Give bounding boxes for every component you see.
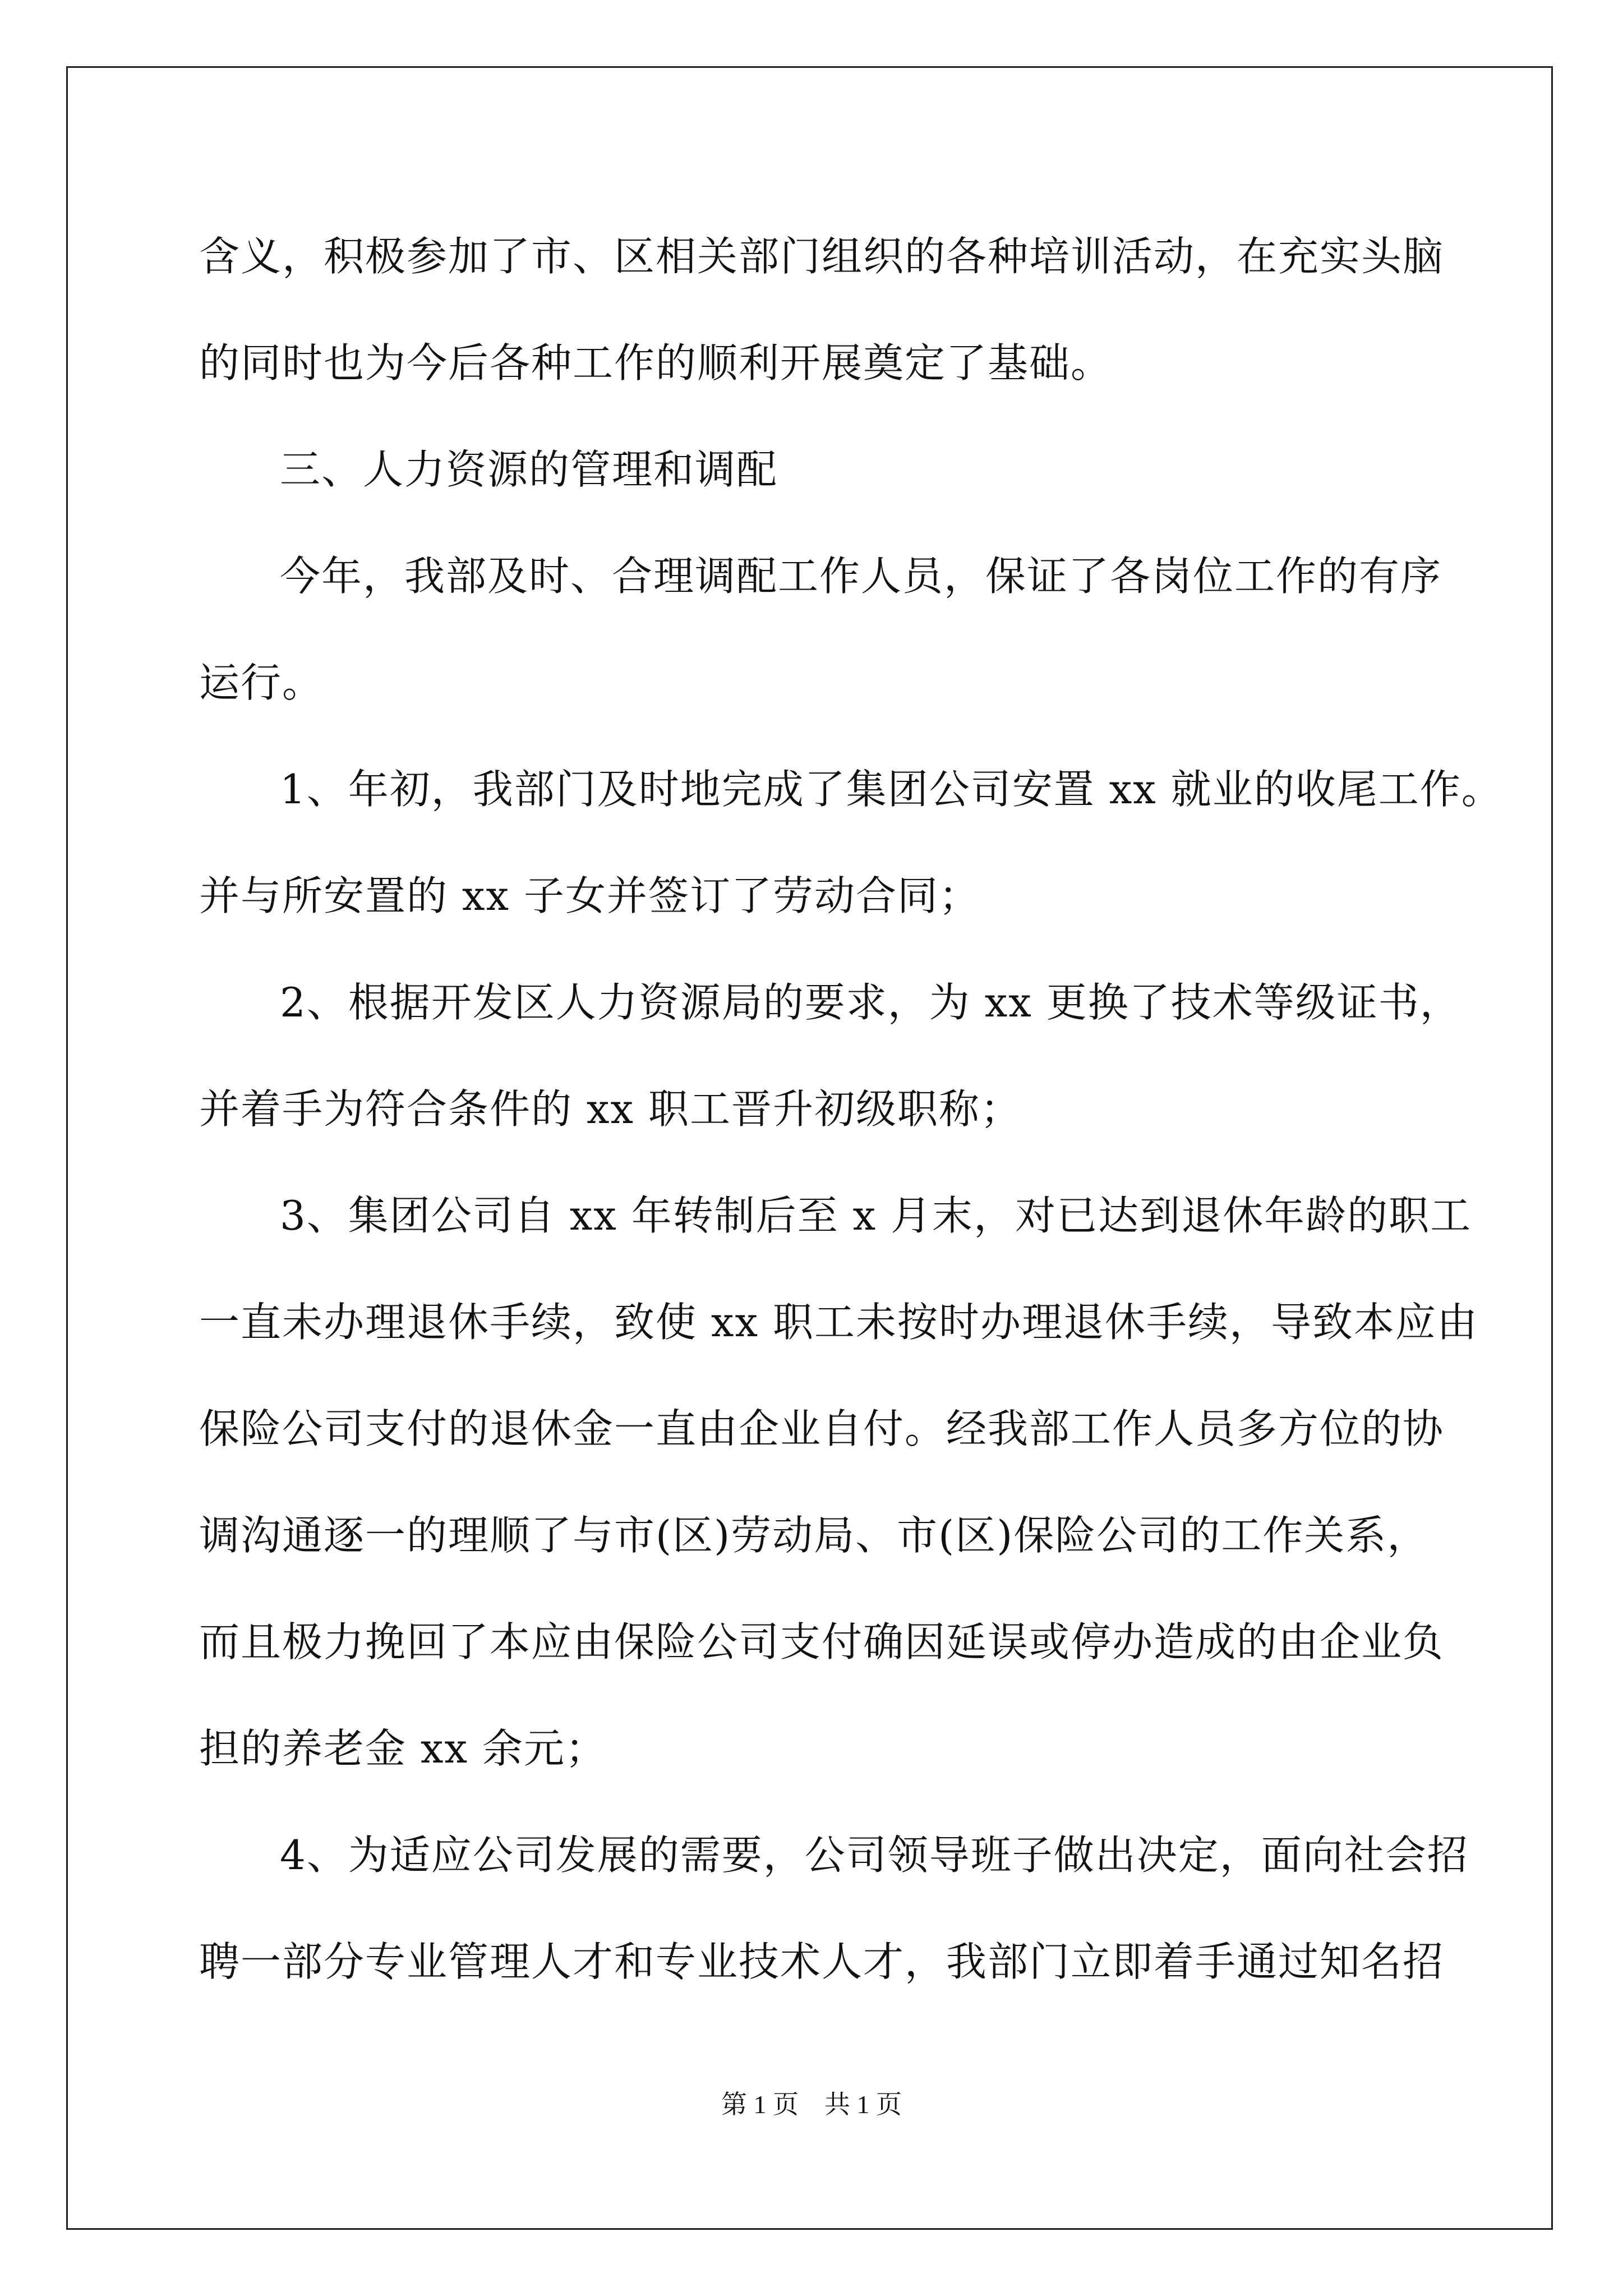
list-item-3-line-1: 3、集团公司自 xx 年转制后至 x 月末，对已达到退休年龄的职工 xyxy=(280,1192,1472,1239)
list-item-2-line-1: 2、根据开发区人力资源局的要求，为 xx 更换了技术等级证书， xyxy=(280,979,1461,1026)
body-line-5: 运行。 xyxy=(199,659,324,706)
list-item-1-line-2: 并与所安置的 xx 子女并签订了劳动合同； xyxy=(199,872,980,919)
document-body xyxy=(199,203,1503,2015)
body-line-2: 的同时也为今后各种工作的顺利开展奠定了基础。 xyxy=(199,339,1113,386)
list-item-2-line-2: 并着手为符合条件的 xx 职工晋升初级职称； xyxy=(199,1085,1022,1133)
page-number-footer: 第 1 页 共 1 页 xyxy=(721,2090,902,2119)
list-item-4-line-2: 聘一部分专业管理人才和专业技术人才，我部门立即着手通过知名招 xyxy=(199,1938,1445,1985)
list-item-3-line-5: 而且极力挽回了本应由保险公司支付确因延误或停办造成的由企业负 xyxy=(199,1618,1445,1665)
section-heading: 三、人力资源的管理和调配 xyxy=(280,446,778,493)
body-line-1: 含义，积极参加了市、区相关部门组织的各种培训活动，在充实头脑 xyxy=(199,233,1445,280)
body-line-4: 今年，我部及时、合理调配工作人员，保证了各岗位工作的有序 xyxy=(280,553,1442,600)
list-item-3-line-3: 保险公司支付的退休金一直由企业自付。经我部工作人员多方位的协 xyxy=(199,1405,1445,1452)
list-item-3-line-2: 一直未办理退休手续，致使 xx 职工未按时办理退休手续，导致本应由 xyxy=(199,1299,1478,1346)
list-item-1-line-1: 1、年初，我部门及时地完成了集团公司安置 xx 就业的收尾工作。 xyxy=(280,766,1503,813)
list-item-3-line-6: 担的养老金 xx 余元； xyxy=(199,1725,607,1772)
list-item-4-line-1: 4、为适应公司发展的需要，公司领导班子做出决定，面向社会招 xyxy=(280,1832,1469,1879)
list-item-3-line-4: 调沟通逐一的理顺了与市(区)劳动局、市(区)保险公司的工作关系， xyxy=(199,1512,1429,1559)
